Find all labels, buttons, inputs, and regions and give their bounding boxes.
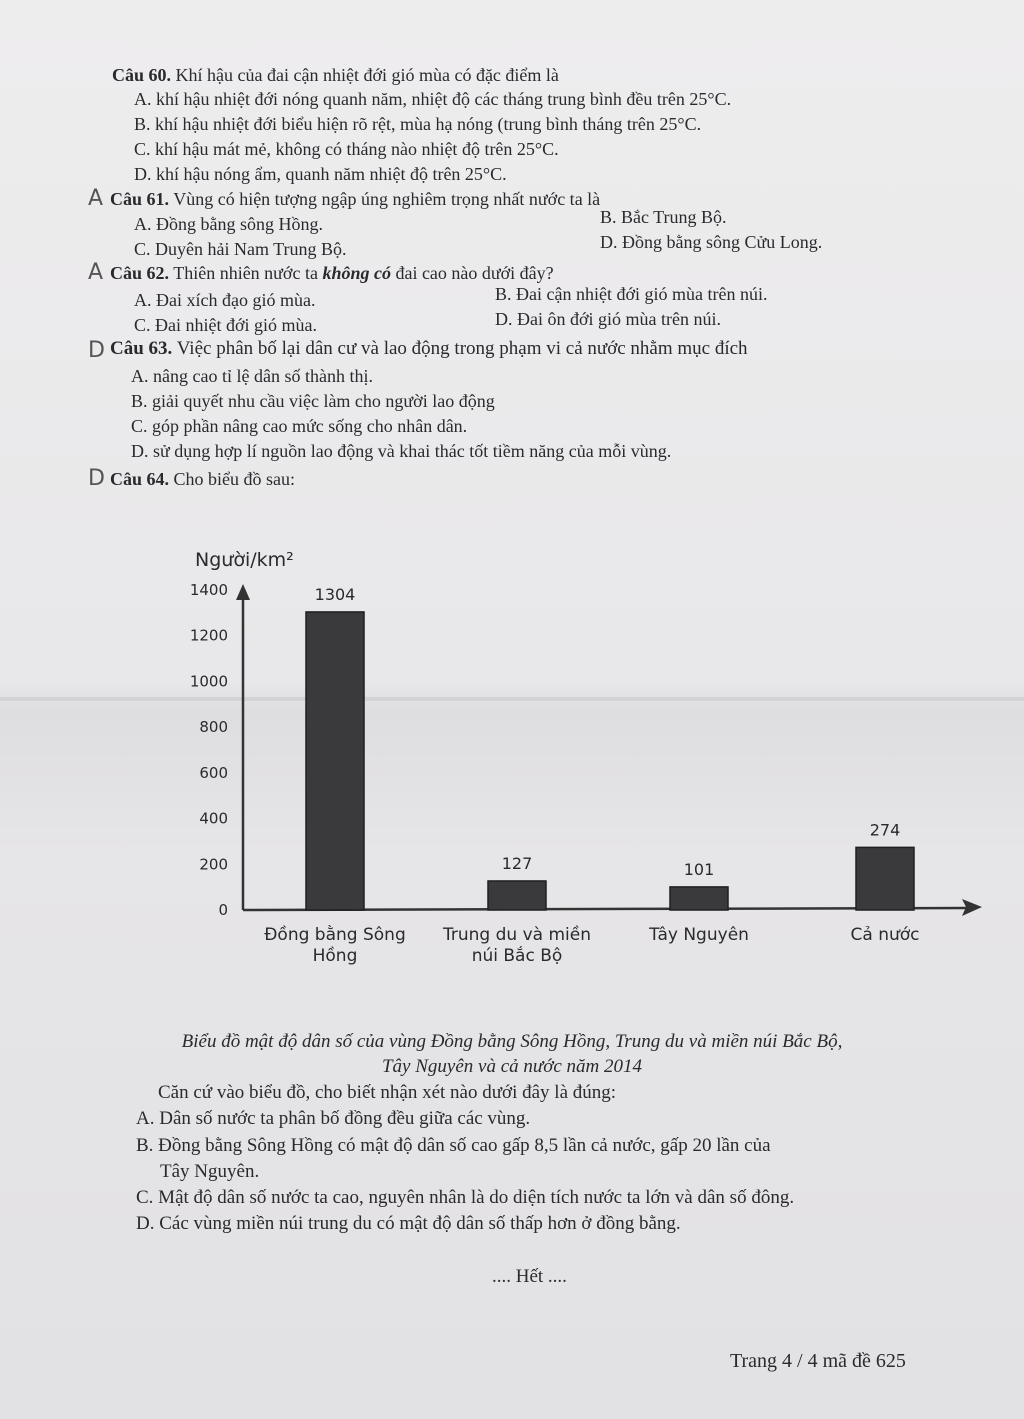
q62-option-d: D. Đai ôn đới gió mùa trên núi. (495, 309, 721, 329)
q60-option-b: B. khí hậu nhiệt đới biểu hiện rõ rệt, mùa hạ nóng (trung bình tháng trên 25°C. (134, 114, 702, 134)
q64-label: Câu 64. (110, 469, 170, 489)
chart-ylabel: Người/km² (195, 549, 294, 571)
q61-option-a: A. Đồng bằng sông Hồng. (134, 214, 323, 234)
q61-stem-line (110, 188, 600, 210)
category-label: Cả nước (850, 925, 920, 945)
q60-stem: Khí hậu của đai cận nhiệt đới gió mùa có đặc điểm là (175, 65, 559, 85)
y-tick-label: 1400 (189, 581, 228, 599)
q62-stem-line (110, 262, 554, 284)
q60-option-d: D. khí hậu nóng ẩm, quanh năm nhiệt độ trên 25°C. (134, 164, 507, 184)
q61-option-b: B. Bắc Trung Bộ. (600, 207, 727, 227)
q63-handwritten-mark: D (88, 338, 105, 363)
q64-prompt: Căn cứ vào biểu đồ, cho biết nhận xét nào dưới đây là đúng: (158, 1082, 617, 1103)
q64-stem: Cho biểu đồ sau: (173, 469, 296, 489)
q62-option-a: A. Đai xích đạo gió mùa. (134, 290, 316, 310)
bar-value-label: 1304 (314, 584, 356, 604)
q60-option-a: A. khí hậu nhiệt đới nóng quanh năm, nhiệt độ các tháng trung bình đều trên 25°C. (134, 89, 732, 109)
q61-option-d: D. Đồng bằng sông Cửu Long. (600, 232, 823, 252)
y-tick-label: 400 (199, 809, 228, 828)
category-label: núi Bắc Bộ (471, 946, 563, 966)
q63-stem: Việc phân bố lại dân cư và lao động trong phạm vi cả nước nhằm mục đích (176, 338, 748, 359)
q61-option-c: C. Duyên hải Nam Trung Bộ. (134, 239, 347, 259)
chart-category-labels (264, 924, 919, 966)
chart-bars (306, 612, 914, 910)
q62-stem-emphasis: không có (322, 263, 391, 283)
category-label: Hồng (312, 946, 358, 966)
q61-stem: Vùng có hiện tượng ngập úng nghiêm trọng nhất nước ta là (173, 189, 601, 209)
bar (488, 881, 546, 910)
y-axis-arrow (236, 584, 250, 600)
q63-option-b: B. giải quyết nhu cầu việc làm cho người lao động (131, 391, 495, 411)
q63-option-d: D. sử dụng hợp lí nguồn lao động và khai thác tốt tiềm năng của mỗi vùng. (131, 441, 672, 461)
population-density-chart (0, 530, 1024, 980)
q60-option-c: C. khí hậu mát mẻ, không có tháng nào nhiệt độ trên 25°C. (134, 139, 559, 159)
chart-data-labels (315, 585, 901, 879)
q61-handwritten-mark: A (88, 186, 104, 211)
y-tick-label: 200 (199, 855, 228, 874)
y-tick-label: 600 (199, 763, 228, 782)
chart-y-ticks (190, 581, 228, 919)
category-label: Trung du và miền (443, 925, 591, 945)
q63-option-a: A. nâng cao tỉ lệ dân số thành thị. (131, 366, 373, 386)
q62-stem-pre: Thiên nhiên nước ta (173, 263, 323, 283)
q64-stem-line (110, 468, 295, 490)
q64-option-b-line1: B. Đồng bằng Sông Hồng có mật độ dân số cao gấp 8,5 lần cả nước, gấp 20 lần của (136, 1135, 771, 1156)
q62-option-b: B. Đai cận nhiệt đới gió mùa trên núi. (495, 284, 768, 304)
q60-stem-line (112, 64, 559, 86)
q60-label: Câu 60. (112, 65, 172, 85)
page-footer: Trang 4 / 4 mã đề 625 (730, 1350, 906, 1372)
q62-handwritten-mark: A (88, 260, 104, 285)
bar-value-label: 127 (501, 853, 533, 873)
bar (856, 847, 914, 910)
y-tick-label: 800 (199, 718, 228, 737)
q63-option-c: C. góp phần nâng cao mức sống cho nhân dân. (131, 416, 468, 436)
bar-value-label: 101 (683, 859, 715, 879)
y-tick-label: 1000 (189, 672, 228, 691)
q64-option-b-line2: Tây Nguyên. (160, 1161, 260, 1182)
category-label: Đồng bằng Sông (264, 925, 406, 945)
bar (306, 612, 364, 910)
q61-label: Câu 61. (110, 189, 170, 209)
y-tick-label: 1200 (189, 626, 228, 645)
end-marker: .... Hết .... (492, 1266, 567, 1287)
q64-option-c: C. Mật độ dân số nước ta cao, nguyên nhân là do diện tích nước ta lớn và dân số đông. (136, 1187, 795, 1208)
q64-handwritten-mark: D (88, 466, 105, 491)
q63-stem-line (110, 338, 748, 360)
category-label: Tây Nguyên (649, 925, 749, 945)
q62-stem-post: đai cao nào dưới đây? (390, 263, 554, 283)
chart-caption-line2: Tây Nguyên và cả nước năm 2014 (381, 1056, 643, 1077)
y-tick-label: 0 (218, 901, 228, 919)
bar (670, 887, 728, 910)
q62-option-c: C. Đai nhiệt đới gió mùa. (134, 315, 317, 335)
bar-value-label: 274 (869, 820, 901, 840)
chart-caption-line1: Biểu đồ mật độ dân số của vùng Đồng bằng Sông Hồng, Trung du và miền núi Bắc Bộ, (181, 1031, 843, 1052)
q63-label: Câu 63. (110, 338, 173, 359)
q64-option-a: A. Dân số nước ta phân bố đồng đều giữa các vùng. (136, 1108, 531, 1129)
q64-option-d: D. Các vùng miền núi trung du có mật độ dân số thấp hơn ở đồng bằng. (136, 1213, 681, 1234)
q62-label: Câu 62. (110, 263, 170, 283)
